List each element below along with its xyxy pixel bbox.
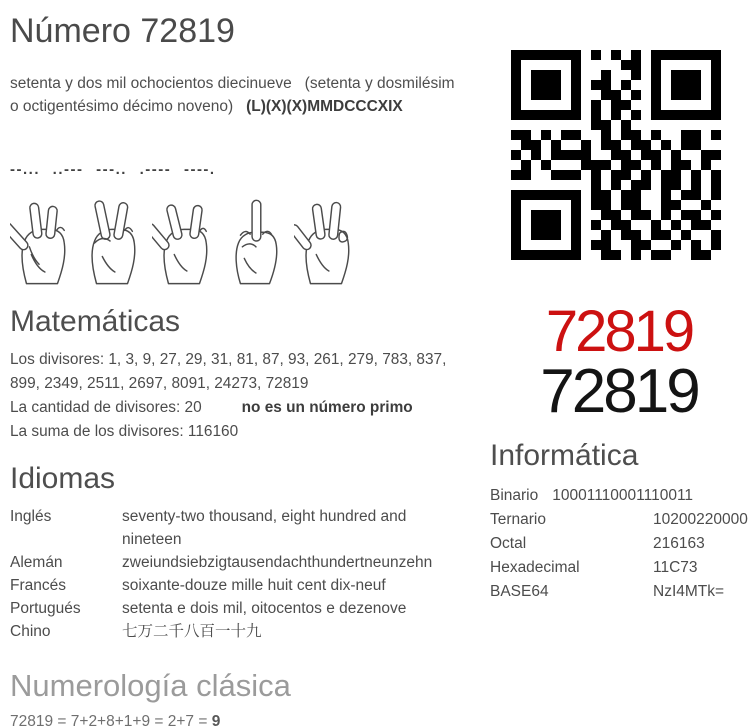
cantidad-divisores-line xyxy=(10,396,474,420)
informatica-heading: Informática xyxy=(490,439,639,472)
numerologia-heading: Numerología clásica xyxy=(10,668,291,703)
lang-row-portugues xyxy=(10,597,474,620)
info-label: Binario xyxy=(490,487,539,504)
hand-sign-2-icon xyxy=(81,195,143,287)
number-description xyxy=(10,72,474,118)
info-label: Octal xyxy=(490,535,527,552)
lang-label: Portugués xyxy=(10,600,81,617)
formula-result: 9 xyxy=(211,713,221,728)
idiomas-table xyxy=(10,505,474,643)
divisores-text: Los divisores: 1, 3, 9, 27, 29, 31, 81, 87, 93, 261, 279, 783, 837, 899, 2349, 2511, 2697, 8091, 24273, 72819 xyxy=(10,351,447,392)
informatica-table xyxy=(490,484,748,604)
page-title: Número 72819 xyxy=(10,12,235,50)
info-value: NzI4MTk= xyxy=(653,583,725,600)
description-ordinal: o octigentésimo décimo noveno) xyxy=(10,98,247,115)
left-column xyxy=(10,0,474,728)
suma-divisores: La suma de los divisores: 116160 xyxy=(10,423,239,440)
hand-sign-1-icon xyxy=(223,195,285,287)
lang-label: Chino xyxy=(10,623,51,640)
lang-row-ingles xyxy=(10,505,474,551)
primo-note: no es un número primo xyxy=(241,399,413,416)
info-row-base64 xyxy=(490,580,748,604)
formula-prefix: 72819 = 7+2+8+1+9 = 2+7 = xyxy=(10,713,212,728)
lang-row-chino xyxy=(10,620,474,643)
info-row-hexadecimal xyxy=(490,556,748,580)
lang-label: Inglés xyxy=(10,508,52,525)
info-row-binario xyxy=(490,484,748,508)
matematicas-heading: Matemáticas xyxy=(10,305,181,338)
info-label: BASE64 xyxy=(490,583,549,600)
description-cardinal: setenta y dos mil ochocientos diecinueve (setenta y dosmilésim xyxy=(10,75,455,92)
idiomas-heading: Idiomas xyxy=(10,462,116,495)
lang-value: soixante-douze mille huit cent dix-neuf xyxy=(122,577,386,594)
lang-label: Alemán xyxy=(10,554,63,571)
lang-value: seventy-two thousand, eight hundred and nineteen xyxy=(122,508,407,548)
lang-value: zweiundsiebzigtausendachthundertneunzehn xyxy=(122,554,433,571)
info-value: 10200220000 xyxy=(653,511,748,528)
lang-value: setenta e dois mil, oitocentos e dezenove xyxy=(122,600,407,617)
info-label: Ternario xyxy=(490,511,546,528)
roman-numeral: (L)(X)(X)MMDCCCXIX xyxy=(246,98,403,115)
numerologia-formula xyxy=(10,713,474,728)
big-number-red: 72819 xyxy=(545,299,693,364)
info-row-ternario xyxy=(490,508,748,532)
cantidad-divisores: La cantidad de divisores: 20 xyxy=(10,399,202,416)
sign-language-row xyxy=(10,194,474,287)
info-row-octal xyxy=(490,532,748,556)
info-value: 10001110001110011 xyxy=(552,487,694,504)
right-column xyxy=(490,0,748,604)
hand-sign-7-icon xyxy=(10,195,72,287)
lang-row-aleman xyxy=(10,551,474,574)
hand-sign-8-icon xyxy=(152,195,214,287)
qr-code-icon xyxy=(511,50,721,260)
lang-value: 七万二千八百一十九 xyxy=(122,623,262,640)
lang-label: Francés xyxy=(10,577,66,594)
info-value: 11C73 xyxy=(653,559,698,576)
info-value: 216163 xyxy=(653,535,705,552)
info-label: Hexadecimal xyxy=(490,559,580,576)
lang-row-frances xyxy=(10,574,474,597)
morse-code: --... ..--- ---.. .---- ----. xyxy=(10,161,216,178)
big-number-black: 72819 xyxy=(540,357,698,426)
hand-sign-9-icon xyxy=(294,195,356,287)
